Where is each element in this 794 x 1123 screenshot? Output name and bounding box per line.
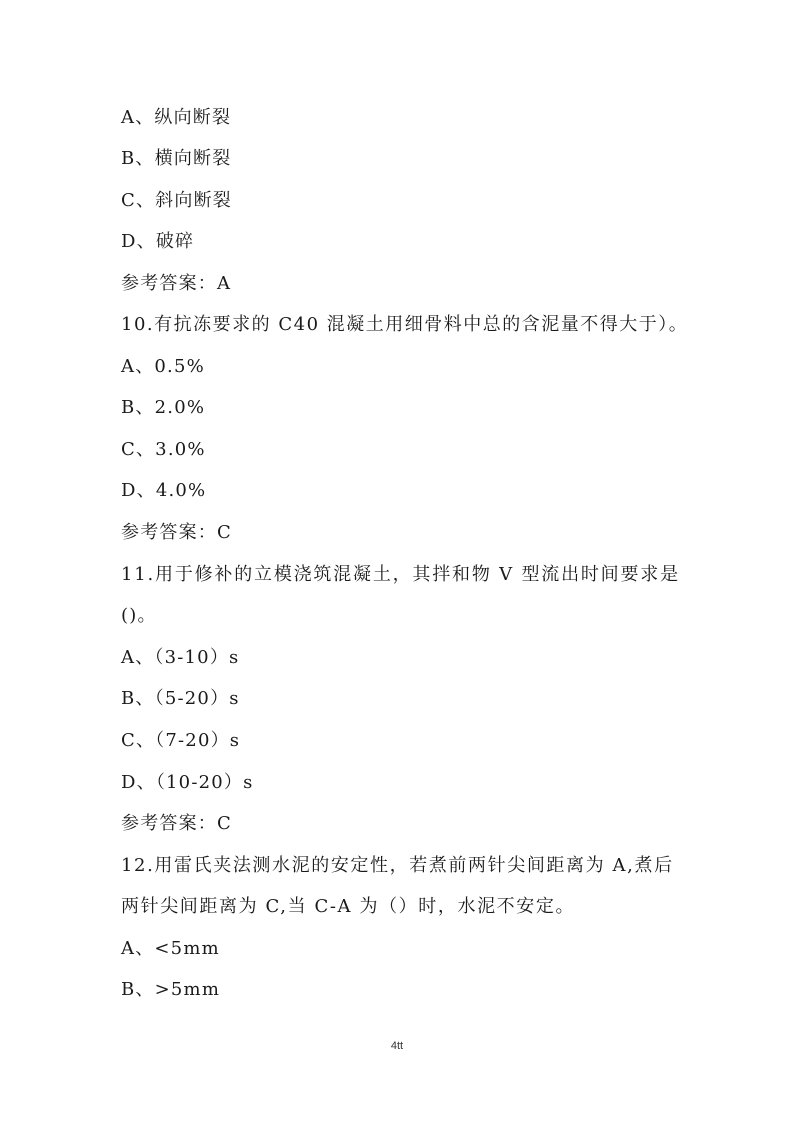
q10-question: 10.有抗冻要求的 C40 混凝土用细骨料中总的含泥量不得大于）。 [121,314,689,335]
q12-question-line1: 12.用雷氏夹法测水泥的安定性，若煮前两针尖间距离为 A,煮后 [121,855,674,876]
q11-option-c: C、（7-20）s [121,730,241,751]
q10-answer: 参考答案：C [121,522,232,543]
q10-option-a: A、0.5% [121,356,205,377]
q10-option-c: C、3.0% [121,439,206,460]
q12-question-line2: 两针尖间距离为 C,当 C-A 为（）时，水泥不安定。 [121,896,576,917]
q11-answer: 参考答案：C [121,813,232,834]
q10-option-d: D、4.0% [121,480,207,501]
q12-option-b: B、>5mm [121,979,221,1000]
page-number: 4tt [390,1040,404,1052]
q10-option-b: B、2.0% [121,397,206,418]
q11-option-d: D、（10-20）s [121,772,254,793]
q9-option-b: B、横向断裂 [121,148,232,169]
q11-question-line2: ()。 [121,605,157,626]
q9-option-a: A、纵向断裂 [121,107,232,128]
q9-option-c: C、斜向断裂 [121,190,232,211]
q12-option-a: A、<5mm [121,938,220,959]
q11-option-a: A、（3-10）s [121,647,240,668]
q11-option-b: B、（5-20）s [121,688,240,709]
q11-question-line1: 11.用于修补的立模浇筑混凝土，其拌和物 V 型流出时间要求是 [121,564,680,585]
q9-answer: 参考答案：A [121,273,232,294]
q9-option-d: D、破碎 [121,231,195,252]
